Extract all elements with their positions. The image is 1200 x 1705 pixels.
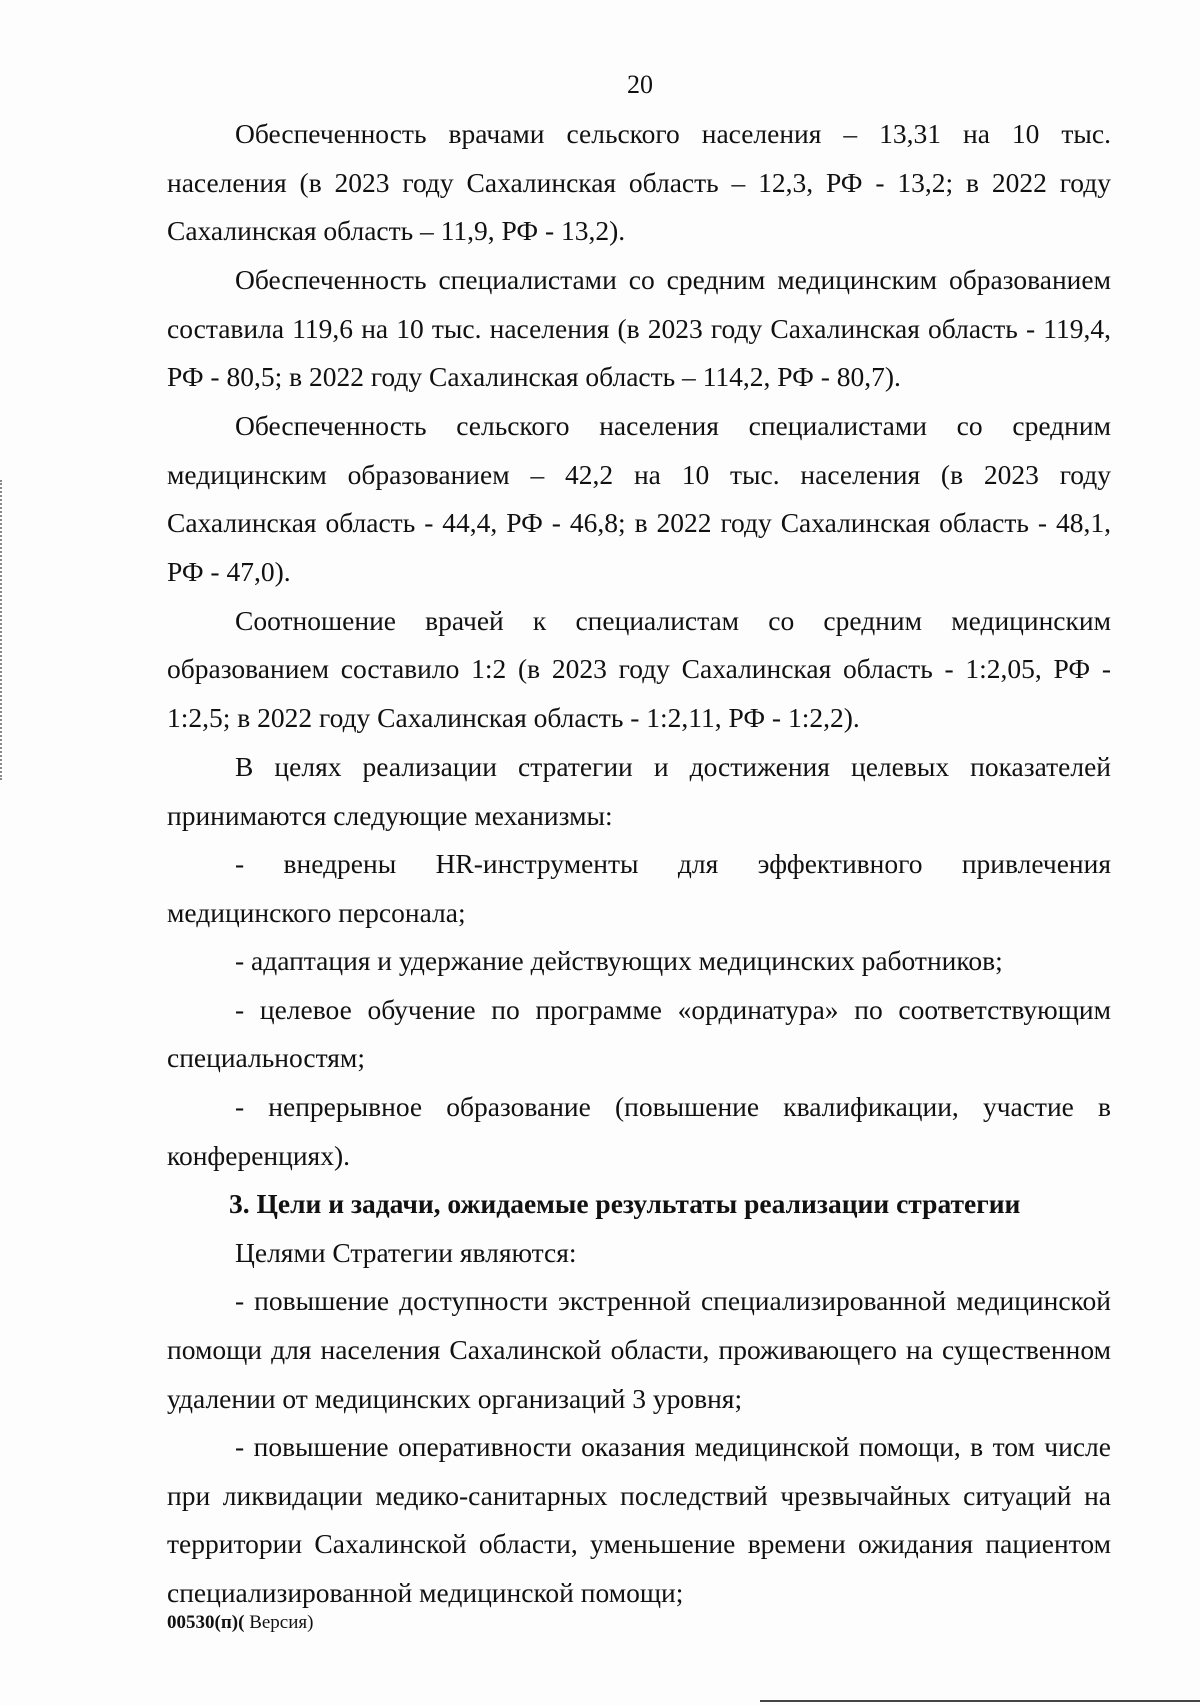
paragraph-goals-intro: Целями Стратегии являются: — [235, 1236, 577, 1268]
page-number: 20 — [627, 70, 653, 99]
document-footer-code — [167, 1612, 313, 1634]
paragraph-rural-nurses: Обеспеченность сельского населения специалистами со средним медицинским образованием – 42,2 на 10 тыс. населения (в 2023 году Сахалинская область - 44,4, РФ - 46,8; в 2022 году Сахалинская область - 48,1, РФ - 47,0). — [167, 410, 1111, 587]
paragraph-mechanisms: В целях реализации стратегии и достижения целевых показателей принимаются следующие механизмы: — [167, 750, 1111, 831]
paragraph-rural-doctors: Обеспеченность врачами сельского населения – 13,31 на 10 тыс. населения (в 2023 году Сахалинская область – 12,3, РФ - 13,2; в 2022 году Сахалинская область – 11,9, РФ - 13,2). — [167, 118, 1111, 247]
paragraph-nurses: Обеспеченность специалистами со средним медицинским образованием составила 119,6 на 10 тыс. населения (в 2023 году Сахалинская область - 119,4, РФ - 80,5; в 2022 году Сахалинская область – 114,2, РФ - 80,7). — [167, 264, 1111, 393]
paragraph-ratio: Соотношение врачей к специалистам со средним медицинским образованием составило 1:2 (в 2023 году Сахалинская область - 1:2,05, РФ - 1:2,5; в 2022 году Сахалинская область - 1:2,11, РФ - 1:2,2). — [167, 604, 1111, 734]
footer-code: 00530(п)( — [167, 1612, 245, 1633]
list-item-residency: - целевое обучение по программе «ординатура» по соответствующим специальностям; — [167, 993, 1111, 1074]
document-body — [167, 110, 1111, 1618]
list-item-adaptation: - адаптация и удержание действующих медицинских работников; — [235, 945, 1003, 977]
list-item-hr-tools: - внедрены HR-инструменты для эффективного привлечения медицинского персонала; — [167, 848, 1111, 928]
footer-version: Версия) — [244, 1612, 314, 1633]
bottom-rule — [760, 1700, 1200, 1702]
scan-edge-marks — [0, 480, 6, 780]
list-item-operational-efficiency: - повышение оперативности оказания медицинской помощи, в том числе при ликвидации медико-санитарных последствий чрезвычайных ситуаций на территории Сахалинской области, уменьшение времени ожидания пациентом специализированной медицинской помощи; — [167, 1431, 1111, 1608]
list-item-continuous-education: - непрерывное образование (повышение квалификации, участие в конференциях). — [167, 1091, 1111, 1171]
list-item-emergency-access: - повышение доступности экстренной специализированной медицинской помощи для населения Сахалинской области, проживающего на существенном удалении от медицинских организаций 3 уровня; — [167, 1285, 1111, 1414]
section-heading: 3. Цели и задачи, ожидаемые результаты реализации стратегии — [229, 1188, 1021, 1220]
